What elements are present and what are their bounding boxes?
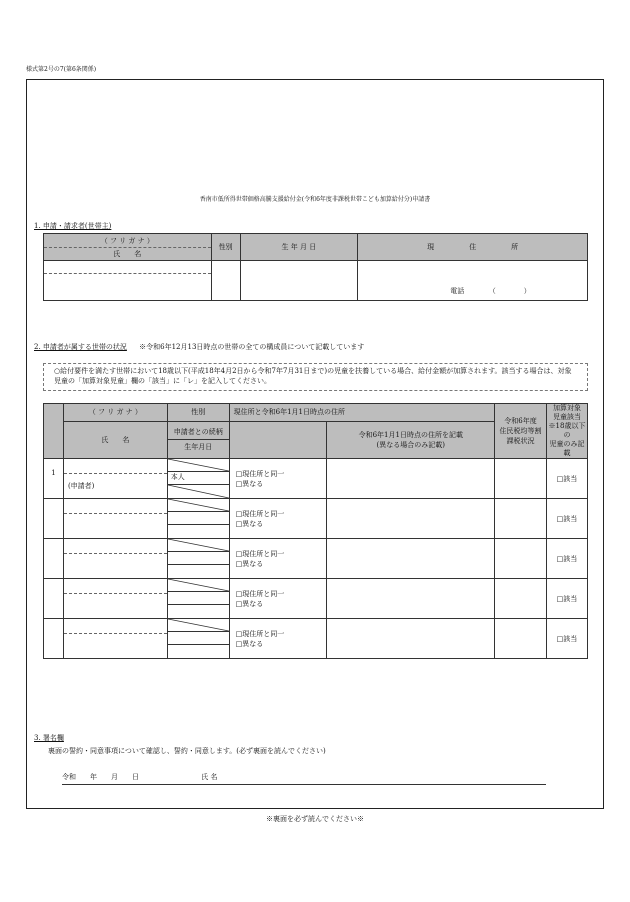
- child-check-cell[interactable]: □該当: [546, 579, 587, 619]
- address-option-cell[interactable]: [229, 539, 327, 579]
- h-furigana: （ フ リ ガ ナ ）: [63, 404, 167, 422]
- gender-header: 性別: [211, 234, 240, 261]
- member-row: [44, 579, 588, 619]
- form-title: 香南市低所得世帯価格高騰支援給付金(令和6年度非課税世帯こども加算給付分)申請書: [199, 196, 431, 203]
- h-child: 加算対象 児童該当 ※18歳以下の 児童のみ記載: [546, 404, 587, 459]
- tax-status-cell[interactable]: [495, 499, 547, 539]
- different-address-checkbox[interactable]: □異なる: [235, 599, 264, 608]
- member-row: [44, 499, 588, 539]
- child-check-cell[interactable]: □該当: [546, 499, 587, 539]
- child-check-cell[interactable]: □該当: [546, 459, 587, 499]
- footer-note: ※裏面を必ず読んでください※: [266, 815, 364, 823]
- phone-label: 電話 （ ）: [450, 287, 531, 295]
- child-check-cell[interactable]: □該当: [546, 619, 587, 659]
- member-relation-cell[interactable]: [167, 619, 229, 659]
- address-option-cell[interactable]: [229, 499, 327, 539]
- previous-address-cell[interactable]: [327, 539, 495, 579]
- furigana-name-header: [44, 234, 212, 261]
- same-address-checkbox[interactable]: □現住所と同一: [235, 469, 285, 478]
- h-relation-birth: [167, 421, 229, 458]
- member-name-cell[interactable]: [63, 459, 167, 499]
- member-name-cell[interactable]: [63, 579, 167, 619]
- number-header: [44, 404, 64, 459]
- h-name: 氏 名: [63, 421, 167, 458]
- same-address-checkbox[interactable]: □現住所と同一: [235, 589, 285, 598]
- applicant-gender-cell[interactable]: [211, 261, 240, 301]
- previous-address-cell[interactable]: [327, 459, 495, 499]
- name-label: 氏 名: [113, 249, 142, 258]
- section3-heading: 3. 署名欄: [34, 734, 64, 742]
- tax-status-cell[interactable]: [495, 619, 547, 659]
- member-row: [44, 619, 588, 659]
- tax-status-cell[interactable]: [495, 579, 547, 619]
- consent-statement: 裏面の誓約・同意事項について確認し、誓約・同意します。(必ず裏面を読んでください): [48, 747, 326, 755]
- member-row: [44, 459, 588, 499]
- previous-address-cell[interactable]: [327, 579, 495, 619]
- row-number: [44, 579, 64, 619]
- different-address-checkbox[interactable]: □異なる: [235, 559, 264, 568]
- previous-address-cell[interactable]: [327, 499, 495, 539]
- relation-value: 本人: [168, 472, 229, 485]
- member-relation-cell[interactable]: [167, 579, 229, 619]
- tax-status-cell[interactable]: [495, 539, 547, 579]
- row-number: 1: [44, 459, 64, 499]
- section2-heading: 2. 申請者が属する世帯の状況: [34, 343, 127, 351]
- address-option-cell[interactable]: [229, 579, 327, 619]
- h-gender: 性別: [167, 404, 229, 422]
- address-option-cell[interactable]: [229, 619, 327, 659]
- h-birthdate: 生年月日: [184, 442, 213, 451]
- member-row: [44, 539, 588, 579]
- section2-heading-row: [34, 343, 364, 352]
- applicant-table: [43, 233, 588, 301]
- form-number: 様式第2号の7(第6条関係): [26, 66, 97, 73]
- different-address-checkbox[interactable]: □異なる: [235, 519, 264, 528]
- section1-heading: 1. 申請・請求者(世帯主): [34, 222, 112, 230]
- h-options-blank: [229, 421, 327, 458]
- applicant-birthdate-cell[interactable]: [240, 261, 358, 301]
- tax-status-cell[interactable]: [495, 459, 547, 499]
- different-address-checkbox[interactable]: □異なる: [235, 639, 264, 648]
- applicant-note: (申請者): [67, 482, 95, 490]
- furigana-label: （ フ リ ガ ナ ）: [44, 235, 211, 248]
- section2-heading-note: ※令和6年12月13日時点の世帯の全ての構成員について記載しています: [139, 343, 365, 351]
- h-relation: 申請者との続柄: [168, 426, 229, 440]
- member-name-cell[interactable]: [63, 619, 167, 659]
- address-option-cell[interactable]: [229, 459, 327, 499]
- h-address-diff: 令和6年1月1日時点の住所を記載 (異なる場合のみ記載): [327, 421, 495, 458]
- previous-address-cell[interactable]: [327, 619, 495, 659]
- same-address-checkbox[interactable]: □現住所と同一: [235, 509, 285, 518]
- signature-name-label: 氏 名: [201, 773, 218, 781]
- addition-notice: ○給付要件を満たす世帯において18歳以下(平成18年4月2日から令和7年7月31日まで)の児童を扶養している場合、給付金額が加算されます。該当する場合は、対象児童の「加算対象児童」欄の「該当」に「レ」を記入してください。: [43, 363, 588, 391]
- address-header: 現 住 所: [358, 234, 588, 261]
- member-relation-cell[interactable]: [167, 459, 229, 499]
- same-address-checkbox[interactable]: □現住所と同一: [235, 629, 285, 638]
- h-address-same: 現住所と令和6年1月1日時点の住所: [229, 404, 494, 422]
- row-number: [44, 539, 64, 579]
- row-number: [44, 499, 64, 539]
- signature-date: 令和 年 月 日: [62, 773, 139, 781]
- member-name-cell[interactable]: [63, 499, 167, 539]
- applicant-address-cell[interactable]: [358, 261, 588, 301]
- member-name-cell[interactable]: [63, 539, 167, 579]
- row-number: [44, 619, 64, 659]
- household-table: [43, 403, 588, 659]
- same-address-checkbox[interactable]: □現住所と同一: [235, 549, 285, 558]
- birthdate-header: 生 年 月 日: [240, 234, 358, 261]
- child-check-cell[interactable]: □該当: [546, 539, 587, 579]
- member-relation-cell[interactable]: [167, 499, 229, 539]
- applicant-name-cell[interactable]: [44, 261, 212, 301]
- signature-line[interactable]: [62, 773, 546, 785]
- h-tax-status: 令和6年度 住民税均等割 課税状況: [495, 404, 547, 459]
- member-relation-cell[interactable]: [167, 539, 229, 579]
- different-address-checkbox[interactable]: □異なる: [235, 479, 264, 488]
